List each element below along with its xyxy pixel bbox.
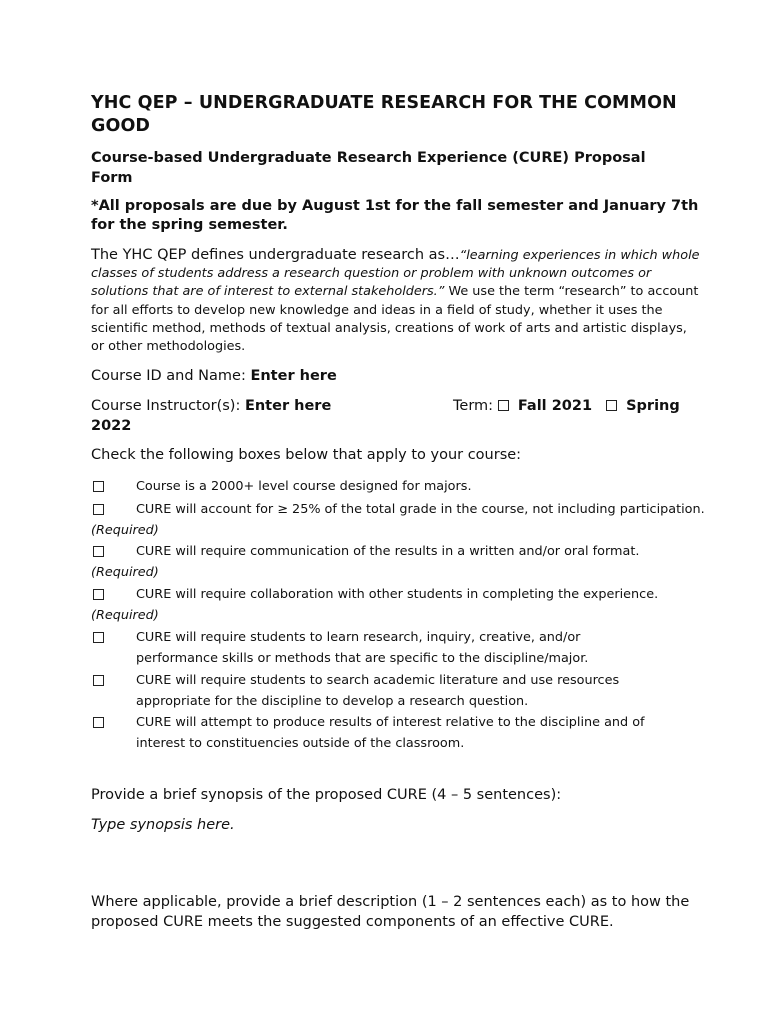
checklist-checkbox[interactable] [93, 632, 104, 643]
checklist-item-text: CURE will attempt to produce results of interest relative to the discipline and of interest to constituencies outside of the classroom. [136, 715, 645, 751]
instructor-label: Course Instructor(s): [91, 398, 245, 414]
course-id-field[interactable]: Enter here [250, 368, 337, 384]
checklist-item-text: CURE will require students to search academic literature and use resources appropriate for the discipline to develop a research question. [136, 673, 620, 709]
checklist-checkbox[interactable] [93, 546, 104, 557]
synopsis-field[interactable]: Type synopsis here. [91, 817, 235, 833]
checklist-item-text: CURE will account for ≥ 25% of the total grade in the course, not including participation. [136, 502, 705, 517]
term-spring-checkbox[interactable] [606, 400, 617, 411]
check-prompt: Check the following boxes below that apply to your course: [91, 447, 522, 463]
intro-rest: We use the term “research” to account for all efforts to develop new knowledge and ideas in a field of study, whether it uses the scientific method, methods of textual analysis, creations of work of arts and artistic displays, or other methodologies. [91, 284, 699, 355]
checklist-item [91, 628, 706, 669]
course-id-row [91, 366, 337, 386]
checklist-checkbox[interactable] [93, 675, 104, 686]
checklist-item [91, 542, 706, 583]
checklist-checkbox[interactable] [93, 481, 104, 492]
instructor-field[interactable]: Enter here [244, 398, 332, 414]
checklist-item [91, 500, 706, 541]
checklist-item [91, 671, 706, 712]
required-note: (Required) [91, 607, 159, 623]
components-prompt: Where applicable, provide a brief description (1 – 2 sentences each) as to how the proposed CURE meets the suggested components of an effective CURE. [91, 894, 690, 930]
checklist-checkbox[interactable] [93, 504, 104, 515]
course-id-label: Course ID and Name: [91, 368, 251, 384]
checklist-item-text: CURE will require communication of the results in a written and/or oral format. [136, 544, 640, 559]
term-spring-year: 2022 [91, 418, 132, 434]
checklist-item [91, 585, 706, 626]
term-group [453, 396, 680, 416]
deadline-notice: *All proposals are due by August 1st for the fall semester and January 7th for the spring semester. [91, 198, 699, 233]
checklist-item-text: CURE will require collaboration with other students in completing the experience. [136, 587, 659, 602]
term-fall-checkbox[interactable] [498, 400, 509, 411]
term-spring-label: Spring [626, 398, 680, 414]
checklist-item [91, 713, 706, 754]
required-note: (Required) [91, 564, 159, 580]
intro-lead: The YHC QEP defines undergraduate research as… [91, 247, 460, 263]
intro-paragraph [91, 246, 701, 356]
term-label: Term: [453, 398, 498, 414]
checklist-item-text: Course is a 2000+ level course designed for majors. [136, 479, 472, 494]
term-fall-label: Fall 2021 [517, 398, 593, 414]
form-subtitle: Course-based Undergraduate Research Experience (CURE) Proposal Form [91, 150, 646, 186]
checklist-item [91, 477, 706, 498]
intro-quote: “learning experiences in which whole classes of students address a research question or problem with unknown outcomes or solutions that are of interest to external stakeholders.” [91, 248, 700, 300]
checklist-checkbox[interactable] [93, 589, 104, 600]
checklist-item-text: CURE will require students to learn research, inquiry, creative, and/or performance skills or methods that are specific to the discipline/major. [136, 630, 589, 666]
document-title: YHC QEP – UNDERGRADUATE RESEARCH FOR THE COMMON GOOD [91, 93, 677, 136]
checklist-checkbox[interactable] [93, 717, 104, 728]
instructor-term-row [91, 396, 711, 438]
required-note: (Required) [91, 522, 159, 538]
synopsis-label: Provide a brief synopsis of the proposed CURE (4 – 5 sentences): [91, 787, 562, 803]
